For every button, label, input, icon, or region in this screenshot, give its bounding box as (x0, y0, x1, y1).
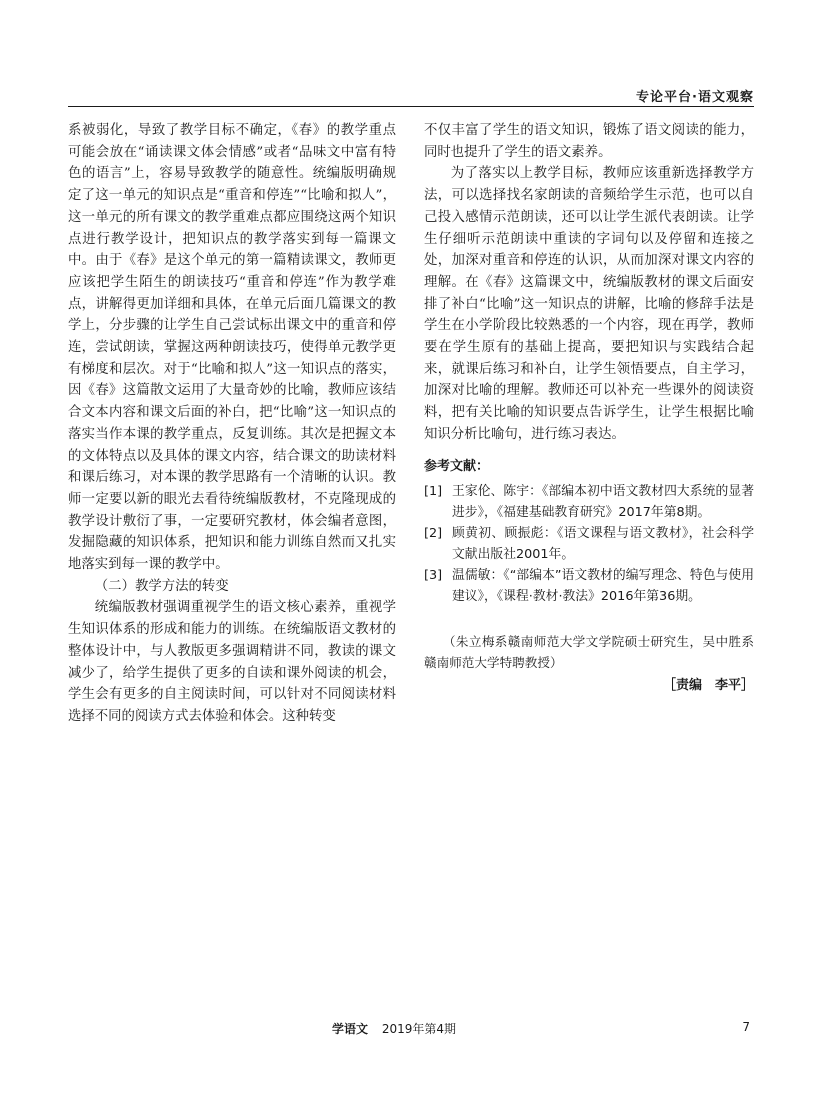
reference-text: 王家伦、陈宇：《部编本初中语文教材四大系统的显著进步》，《福建基础教育研究》2017年第8期。 (452, 484, 754, 521)
right-paragraph-1: 不仅丰富了学生的语文知识，锻炼了语文阅读的能力，同时也提升了学生的语文素养。 (424, 123, 754, 160)
page-number: 7 (742, 1020, 750, 1034)
reference-number: [3] (424, 568, 443, 584)
right-paragraph-2: 为了落实以上教学目标，教师应该重新选择教学方法，可以选择找名家朗读的音频给学生示范，也可以自己投入感情示范朗读，还可以让学生派代表朗读。让学生仔细听示范朗读中重读的字词句以及停留和连接之处，加深对重音和停连的认识，从而加深对课文内容的理解。在《春》这篇课文中，统编版教材的课文后面安排了补白“比喻”这一知识点的讲解，比喻的修辞手法是学生在小学阶段比较熟悉的一个内容，现在再学，教师要在学生原有的基础上提高，要把知识与实践结合起来，就课后练习和补白，让学生领悟要点，自主学习，加深对比喻的理解。教师还可以补充一些课外的阅读资料，把有关比喻的知识要点告诉学生，让学生根据比喻知识分析比喻句，进行练习表达。 (424, 166, 754, 442)
reference-text: 温儒敏：《“部编本”语文教材的编写理念、特色与使用建议》，《课程·教材·教法》2016年第36期。 (452, 568, 754, 605)
footer-magazine-name: 学语文 (332, 1022, 369, 1036)
references-list (424, 481, 754, 607)
right-column (424, 120, 754, 697)
reference-text: 顾黄初、顾振彪：《语文课程与语文教材》，社会科学文献出版社2001年。 (452, 526, 754, 563)
references-title: 参考文献： (424, 458, 490, 474)
reference-number: [1] (424, 484, 443, 500)
left-column (68, 120, 396, 728)
running-header-title: 专论平台·语文观察 (636, 90, 754, 105)
author-note: （朱立梅系赣南师范大学文学院硕士研究生，吴中胜系赣南师范大学特聘教授） (424, 634, 754, 671)
section-heading: （二）教学方法的转变 (94, 578, 229, 594)
reference-number: [2] (424, 526, 443, 542)
editor-credit: ［责编 李平］ (662, 678, 754, 694)
header-rule (68, 106, 754, 107)
footer-journal (332, 1020, 456, 1037)
left-paragraph-1: 系被弱化，导致了教学目标不确定，《春》的教学重点可能会放在“诵读课文体会情感”或者“品味文中富有特色的语言”上，容易导致教学的随意性。统编版明确规定了这一单元的知识点是“重音和停连”“比喻和拟人”，这一单元的所有课文的教学重难点都应围绕这两个知识点进行教学设计，把知识点的教学落实到每一篇课文中。由于《春》是这个单元的第一篇精读课文，教师更应该把学生陌生的朗读技巧“重音和停连”作为教学难点，讲解得更加详细和具体，在单元后面几篇课文的教学上，分步骤的让学生自己尝试标出课文中的重音和停连，尝试朗读，掌握这两种朗读技巧，使得单元教学更有梯度和层次。对于“比喻和拟人”这一知识点的落实，因《春》这篇散文运用了大量奇妙的比喻，教师应该结合文本内容和课文后面的补白，把“比喻”这一知识点的落实当作本课的教学重点，反复训练。其次是把握文本的文体特点以及具体的课文内容，结合课文的助读材料和课后练习，对本课的教学思路有一个清晰的认识。教师一定要以新的眼光去看待统编版教材，不克隆现成的教学设计敷衍了事，一定要研究教材，体会编者意图，发掘隐藏的知识体系，把知识和能力训练自然而又扎实地落实到每一课的教学中。 (68, 123, 396, 573)
reference-item (424, 565, 754, 607)
left-paragraph-2: 统编版教材强调重视学生的语文核心素养，重视学生知识体系的形成和能力的训练。在统编版语文教材的整体设计中，与人教版更多强调精讲不同，教读的课文减少了，给学生提供了更多的自读和课外阅读的机会，学生会有更多的自主阅读时间，可以针对不同阅读材料选择不同的阅读方式去体验和体会。这种转变 (68, 600, 396, 724)
footer-issue: 2019年第4期 (381, 1022, 457, 1036)
reference-item (424, 481, 754, 523)
reference-item (424, 523, 754, 565)
